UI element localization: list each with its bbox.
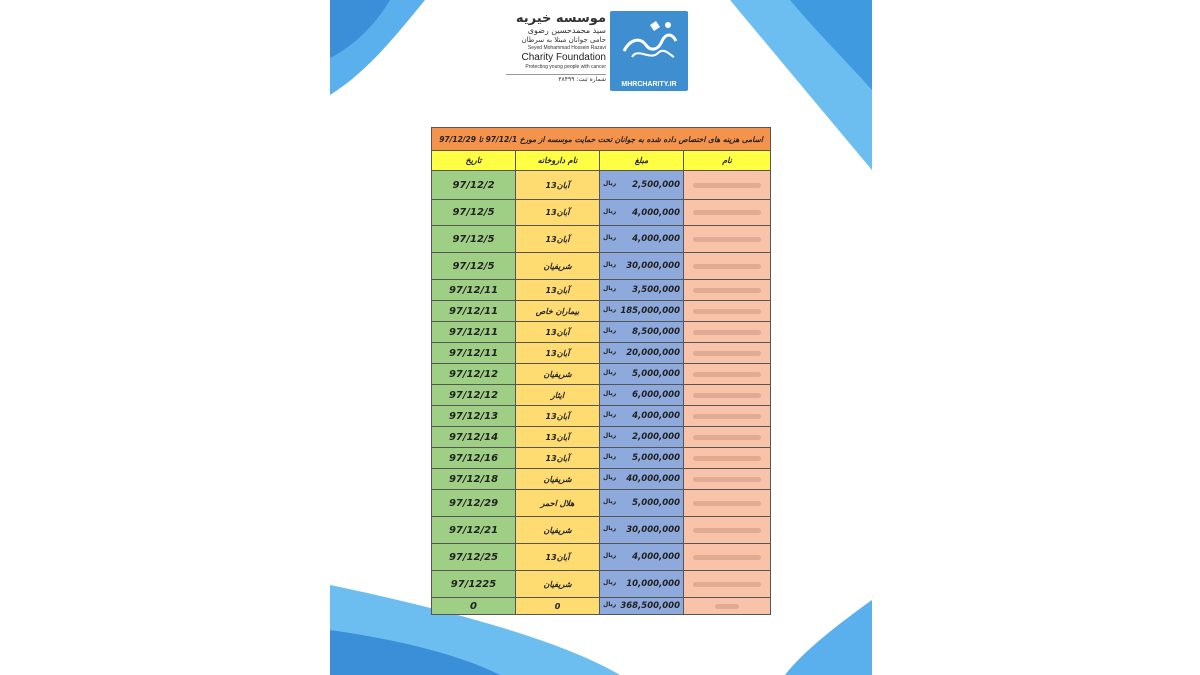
amount-value: 4,000,000	[632, 234, 680, 244]
row-date: 97/12/11	[432, 343, 516, 364]
table-row	[432, 364, 771, 385]
redacted-name	[693, 372, 761, 377]
row-name-redacted	[684, 469, 771, 490]
row-name-redacted	[684, 544, 771, 571]
table-row	[432, 517, 771, 544]
row-date: 97/12/5	[432, 200, 516, 226]
currency-label: ریال	[603, 234, 617, 241]
currency-label: ریال	[603, 207, 617, 215]
redacted-name	[693, 501, 761, 506]
redacted-name	[693, 477, 761, 482]
amount-value: 4,000,000	[632, 207, 680, 218]
currency-label: ریال	[603, 552, 617, 559]
amount-value: 40,000,000	[626, 474, 680, 484]
table-row	[432, 448, 771, 469]
logo-badge	[610, 11, 688, 91]
row-date: 97/12/5	[432, 226, 516, 253]
row-name-redacted	[684, 322, 771, 343]
header-pharmacy: نام داروخانه	[516, 151, 600, 171]
row-name-redacted	[684, 517, 771, 544]
row-date: 97/12/18	[432, 469, 516, 490]
currency-label: ریال	[603, 306, 617, 313]
row-pharmacy: شریفیان	[516, 364, 600, 385]
row-pharmacy: بیماران خاص	[516, 301, 600, 322]
redacted-name	[693, 393, 761, 398]
row-pharmacy: 13آبان	[516, 226, 600, 253]
row-amount	[600, 490, 684, 517]
row-amount	[600, 448, 684, 469]
redacted-name	[693, 414, 761, 419]
row-pharmacy: 13آبان	[516, 200, 600, 226]
row-date: 97/12/25	[432, 544, 516, 571]
table-title: اسامی هزینه های اختصاص داده شده به جوانان تحت حمایت موسسه از مورخ 97/12/1 تا 97/12/29	[432, 128, 771, 151]
row-date: 97/12/21	[432, 517, 516, 544]
redacted-name	[693, 456, 761, 461]
row-date: 97/12/16	[432, 448, 516, 469]
table-row	[432, 253, 771, 280]
redacted-name	[693, 237, 761, 242]
expenses-table	[431, 127, 771, 615]
amount-value: 4,000,000	[632, 411, 680, 421]
table-row	[432, 226, 771, 253]
redacted-name	[693, 528, 761, 533]
row-pharmacy: شریفیان	[516, 571, 600, 598]
redacted-name	[693, 555, 761, 560]
currency-label: ریال	[603, 180, 617, 187]
row-name-redacted	[684, 571, 771, 598]
table-row	[432, 544, 771, 571]
charity-poster	[330, 0, 872, 675]
currency-label: ریال	[603, 498, 617, 505]
redacted-name	[693, 183, 761, 188]
amount-value: 3,500,000	[632, 285, 680, 295]
table-total-row	[432, 598, 771, 615]
amount-value: 185,000,000	[620, 306, 680, 316]
amount-value: 5,000,000	[632, 498, 680, 508]
charity-logo	[502, 7, 700, 95]
table-header-row	[432, 151, 771, 171]
currency-label: ریال	[603, 474, 617, 481]
row-name-redacted	[684, 301, 771, 322]
redacted-name	[715, 604, 739, 609]
row-name-redacted	[684, 385, 771, 406]
currency-label: ریال	[603, 579, 617, 586]
logo-founder-en: Seyed Mohammad Hossein Razavi	[527, 45, 606, 51]
row-amount	[600, 253, 684, 280]
logo-org-en: Charity Foundation	[521, 52, 606, 63]
amount-value: 8,500,000	[632, 327, 680, 337]
row-date: 97/12/11	[432, 280, 516, 301]
amount-value: 30,000,000	[626, 261, 680, 271]
logo-text-block	[506, 11, 606, 85]
table-row	[432, 171, 771, 200]
row-pharmacy: شریفیان	[516, 469, 600, 490]
table-row	[432, 406, 771, 427]
logo-registration: شماره ثبت: ۳۸۴۹۹	[506, 74, 606, 85]
logo-tagline-en: Protecting young people with cancer	[525, 64, 606, 70]
row-pharmacy: 13آبان	[516, 280, 600, 301]
currency-label: ریال	[603, 390, 617, 397]
calligraphy-icon	[610, 11, 688, 71]
row-amount	[600, 301, 684, 322]
redacted-name	[693, 435, 761, 440]
table-row	[432, 200, 771, 226]
redacted-name	[693, 582, 761, 587]
total-amount-value: 368,500,000	[620, 601, 680, 611]
row-pharmacy: ایثار	[516, 385, 600, 406]
table-row	[432, 385, 771, 406]
logo-tagline-fa: حامی جوانان مبتلا به سرطان	[521, 36, 606, 44]
row-amount	[600, 427, 684, 448]
currency-label: ریال	[603, 348, 617, 355]
row-pharmacy: 13آبان	[516, 448, 600, 469]
row-date: 97/12/2	[432, 171, 516, 200]
currency-label: ریال	[603, 411, 617, 418]
amount-value: 10,000,000	[626, 579, 680, 589]
redacted-name	[693, 330, 761, 335]
row-name-redacted	[684, 427, 771, 448]
table-row	[432, 469, 771, 490]
table-row	[432, 427, 771, 448]
total-name-redacted	[684, 598, 771, 615]
row-date: 97/12/12	[432, 385, 516, 406]
row-amount	[600, 385, 684, 406]
row-amount	[600, 469, 684, 490]
row-date: 97/12/14	[432, 427, 516, 448]
row-amount	[600, 322, 684, 343]
logo-org-fa: موسسه خیریه	[515, 11, 606, 26]
currency-label: ریال	[603, 369, 617, 376]
currency-label: ریال	[603, 601, 617, 608]
amount-value: 4,000,000	[632, 552, 680, 562]
row-amount	[600, 544, 684, 571]
amount-value: 20,000,000	[626, 348, 680, 358]
row-amount	[600, 280, 684, 301]
row-pharmacy: 13آبان	[516, 171, 600, 200]
header-date: تاریخ	[432, 151, 516, 171]
total-amount	[600, 598, 684, 615]
row-name-redacted	[684, 406, 771, 427]
row-name-redacted	[684, 490, 771, 517]
row-amount	[600, 571, 684, 598]
row-pharmacy: 13آبان	[516, 343, 600, 364]
redacted-name	[693, 288, 761, 293]
row-name-redacted	[684, 280, 771, 301]
row-date: 97/12/11	[432, 322, 516, 343]
currency-label: ریال	[603, 525, 617, 532]
row-date: 97/1225	[432, 571, 516, 598]
row-amount	[600, 200, 684, 226]
total-pharmacy: 0	[516, 598, 600, 615]
row-pharmacy: 13آبان	[516, 406, 600, 427]
row-name-redacted	[684, 343, 771, 364]
redacted-name	[693, 210, 761, 215]
table-row	[432, 343, 771, 364]
table-row	[432, 301, 771, 322]
row-date: 97/12/5	[432, 253, 516, 280]
row-pharmacy: 13آبان	[516, 544, 600, 571]
row-amount	[600, 406, 684, 427]
amount-value: 2,000,000	[632, 432, 680, 442]
row-name-redacted	[684, 364, 771, 385]
logo-website: MHRCHARITY.IR	[621, 81, 677, 88]
row-name-redacted	[684, 226, 771, 253]
row-amount	[600, 171, 684, 200]
row-name-redacted	[684, 253, 771, 280]
table-title-row	[432, 128, 771, 151]
header-name: نام	[684, 151, 771, 171]
redacted-name	[693, 309, 761, 314]
row-amount	[600, 226, 684, 253]
redacted-name	[693, 351, 761, 356]
table-row	[432, 490, 771, 517]
row-name-redacted	[684, 171, 771, 200]
logo-founder-fa: سید محمدحسین رضوی	[527, 26, 606, 35]
row-date: 97/12/12	[432, 364, 516, 385]
amount-value: 5,000,000	[632, 453, 680, 463]
amount-value: 6,000,000	[632, 390, 680, 400]
currency-label: ریال	[603, 261, 617, 268]
currency-label: ریال	[603, 453, 617, 460]
table-row	[432, 280, 771, 301]
row-pharmacy: شریفیان	[516, 517, 600, 544]
amount-value: 30,000,000	[626, 525, 680, 535]
row-date: 97/12/13	[432, 406, 516, 427]
row-pharmacy: هلال احمر	[516, 490, 600, 517]
total-date: 0	[432, 598, 516, 615]
row-date: 97/12/11	[432, 301, 516, 322]
row-name-redacted	[684, 448, 771, 469]
row-pharmacy: شریفیان	[516, 253, 600, 280]
row-amount	[600, 364, 684, 385]
row-pharmacy: 13آبان	[516, 427, 600, 448]
row-name-redacted	[684, 200, 771, 226]
row-amount	[600, 517, 684, 544]
currency-label: ریال	[603, 432, 617, 439]
row-date: 97/12/29	[432, 490, 516, 517]
currency-label: ریال	[603, 327, 617, 334]
amount-value: 5,000,000	[632, 369, 680, 379]
table-row	[432, 571, 771, 598]
row-amount	[600, 343, 684, 364]
row-pharmacy: 13آبان	[516, 322, 600, 343]
table-row	[432, 322, 771, 343]
redacted-name	[693, 264, 761, 269]
amount-value: 2,500,000	[632, 180, 680, 190]
header-amount: مبلغ	[600, 151, 684, 171]
currency-label: ریال	[603, 285, 617, 292]
